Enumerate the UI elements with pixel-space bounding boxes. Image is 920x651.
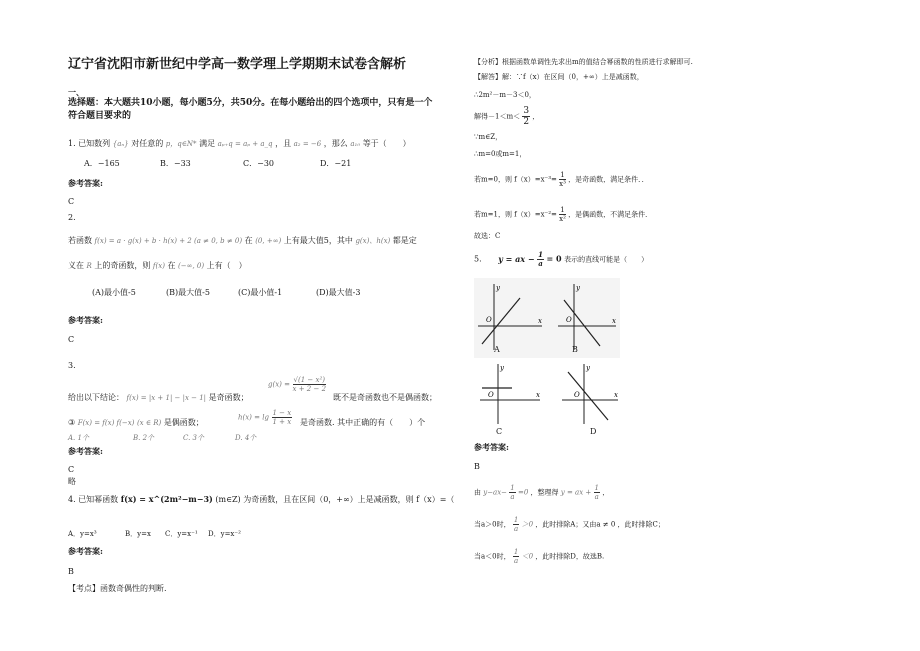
q3-option-b: B. 2个 <box>133 434 155 442</box>
q1-number: 1. <box>68 139 76 148</box>
q2-line1-c: 上有最大值5，其中 <box>283 236 353 245</box>
q1-text-a: 已知数列 <box>78 139 111 148</box>
graph-c <box>480 364 540 424</box>
l6-b: ，是偶函数，不满足条件． <box>568 210 653 219</box>
q4-answer-label: 参考答案: <box>68 546 103 556</box>
graph-a-x-label: x <box>538 317 542 325</box>
l6-num: 1 <box>560 206 565 214</box>
s3-c: ，此时排除D，故选B. <box>535 552 605 561</box>
solution-line2-fraction <box>522 106 530 127</box>
l5-den: x³ <box>559 180 566 188</box>
q4-fx: f(x) = x^(2m²−m−3) <box>120 494 213 504</box>
section-number: 一、 <box>68 87 84 97</box>
q5-solution-line3 <box>474 548 604 565</box>
q3-c2-den: x + 2 − 2 <box>292 385 327 393</box>
q2-line1-a: 若函数 <box>68 236 92 245</box>
q2-line1 <box>68 236 417 246</box>
q2-answer-label: 参考答案: <box>68 315 103 325</box>
q1-text-c: 满足 <box>199 139 216 148</box>
q2-line1-d: 都是定 <box>392 236 417 245</box>
q3-option-a: A. 1个 <box>68 434 89 442</box>
q5-answer-label: 参考答案: <box>474 442 509 452</box>
graph-a-y-label: y <box>496 284 500 292</box>
graph-c-origin: O <box>488 391 494 399</box>
q1-pq: p，q∈N* <box>165 140 197 148</box>
s1-eq-b: =0 <box>517 488 529 497</box>
s3-num: 1 <box>513 548 519 556</box>
s3-b: ＜0 <box>521 552 534 561</box>
l2-num: 3 <box>523 106 530 116</box>
q3-c3-text: 是偶函数； <box>163 418 204 427</box>
q2-R: R <box>86 262 92 270</box>
solution-line3: ∵m∈Z， <box>474 133 503 141</box>
q4-option-b: B．y=x <box>125 530 151 538</box>
q5-line <box>474 251 648 268</box>
graph-b-origin: O <box>566 316 572 324</box>
s1-eq2-den: a <box>594 493 599 501</box>
q5-number: 5. <box>474 254 482 264</box>
graph-c-y-label: y <box>500 364 504 372</box>
q1-seq: {aₙ} <box>112 140 129 148</box>
s1-eq2-fraction <box>594 484 600 501</box>
q3-c4-lhs: h(x) = lg <box>238 413 269 422</box>
q5-solution-line2 <box>474 516 665 533</box>
q5-answer: B <box>474 462 480 471</box>
q3-option-c: C. 3个 <box>183 434 205 442</box>
q2-number: 2. <box>68 213 76 222</box>
section-heading-line2: 符合题目要求的 <box>68 111 132 121</box>
s2-b: ＞0 <box>521 520 534 529</box>
graph-b-caption: B <box>572 345 578 354</box>
solution-line2 <box>474 106 539 127</box>
q2-line2 <box>68 261 247 271</box>
q1-option-a: A．−165 <box>84 159 120 168</box>
q1-a10: a₁₀ <box>350 140 361 148</box>
q3-number: 3. <box>68 361 76 370</box>
q2-line2-b: 上的奇函数，则 <box>94 261 151 270</box>
s3-a: 当a＜0时， <box>474 552 511 561</box>
graph-d-y-label: y <box>586 364 590 372</box>
q2-gh: g(x)、h(x) <box>355 237 391 245</box>
s2-num: 1 <box>513 516 519 524</box>
section-heading-line1: 选择题：本大题共10小题，每小题5分，共50分。在每小题给出的四个选项中，只有是一个 <box>68 98 433 108</box>
l6-den: x² <box>559 215 566 223</box>
q3-c2-formula <box>268 376 326 393</box>
graph-b-x-label: x <box>612 317 616 325</box>
q4-cond: (m∈Z) <box>215 495 241 504</box>
q3-c2-lhs: g(x) = <box>268 380 290 389</box>
graph-d-caption: D <box>590 427 597 436</box>
analysis-text: 【分析】根据函数单调性先求出m的值结合幂函数的性质进行求解即可. <box>474 58 693 66</box>
q3-c2-text: 既不是奇函数也不是偶函数； <box>333 393 437 402</box>
s2-den: a <box>514 525 519 533</box>
q3-c1-expr: f(x) = |x + 1| − |x − 1| <box>126 394 207 402</box>
graph-a-origin: O <box>486 316 492 324</box>
q5-eq-den: a <box>538 259 543 268</box>
q3-lead: 给出以下结论： <box>68 393 124 402</box>
solution-line4: ∴m=0或m=1， <box>474 150 527 158</box>
q3-c4-num: 1 − x <box>272 409 292 417</box>
q3-answer-label: 参考答案: <box>68 446 103 456</box>
l5-num: 1 <box>560 171 565 179</box>
l6-fraction <box>559 206 566 223</box>
q1-option-d: D．−21 <box>320 159 352 168</box>
graph-d <box>562 364 618 424</box>
s1-eq2-num: 1 <box>594 484 599 492</box>
q3-c4-fraction <box>272 409 293 426</box>
q2-line1-b: 在 <box>244 236 253 245</box>
q2-interval: (0, +∞) <box>255 237 282 245</box>
q1-option-b: B．−33 <box>160 159 191 168</box>
q1-text-f: 等于（ ） <box>362 139 411 148</box>
q4-option-a: A．y=x³ <box>68 530 97 538</box>
s1-c: ， <box>602 488 610 497</box>
graph-b-y-label: y <box>576 284 580 292</box>
q3-c2-fraction <box>293 376 327 393</box>
q1-relation: aₚ₊q = aₚ + a_q <box>217 140 273 148</box>
l6-a: 若m=1，则 f（x）=x⁻²= <box>474 210 557 219</box>
q5-text: 表示的直线可能是（ ） <box>564 255 649 264</box>
q4-option-c: C．y=x⁻¹ <box>165 530 198 538</box>
q3-c3-domain: (x ∈ R) <box>136 419 162 427</box>
solution-line5 <box>474 171 649 188</box>
l5-fraction <box>559 171 566 188</box>
q2-interval2: (−∞, 0) <box>178 262 205 270</box>
q1-text-e: ，那么 <box>323 139 348 148</box>
q5-eq-fraction <box>537 251 544 268</box>
q4-text-a: 已知幂函数 <box>78 495 119 504</box>
l5-b: ，是奇函数，满足条件．． <box>568 175 649 184</box>
s2-a: 当a＞0时， <box>474 520 511 529</box>
q3-line1 <box>68 393 249 403</box>
s1-b: ，整理得 <box>530 488 559 497</box>
s1-eq: y−ax− <box>483 488 508 497</box>
solution-start: 【解答】解：∵f（x）在区间（0，+∞）上是减函数， <box>474 73 644 81</box>
s2-c: ，此时排除A；又由a ≠ 0 <box>535 520 616 529</box>
question-1 <box>68 139 411 149</box>
s1-eq-fraction <box>509 484 515 501</box>
q2-option-d: (D)最大值-3 <box>316 288 361 297</box>
q2-line2-c: 在 <box>167 261 176 270</box>
s3-fraction <box>513 548 519 565</box>
s1-eq2: y = ax + <box>560 488 592 497</box>
q5-graphs-bottom <box>474 360 620 426</box>
q3-c4-text: 是奇函数. 其中正确的有（ ）个 <box>300 418 426 427</box>
q4-kaodian: 【考点】函数奇偶性的判断. <box>68 584 167 593</box>
q4-answer: B <box>68 567 74 576</box>
q3-c3-expr: F(x) = f(x) f(−x) <box>77 419 135 427</box>
q3-line3 <box>68 418 204 428</box>
s1-eq-den: a <box>510 493 515 501</box>
q3-option-d: D. 4个 <box>235 434 257 442</box>
q2-answer: C <box>68 335 75 344</box>
q3-answer: C <box>68 465 75 474</box>
solution-line7: 故选：C <box>474 232 501 240</box>
q1-text-b: 对任意的 <box>131 139 164 148</box>
s2-d: ，此时排除C； <box>617 520 665 529</box>
q2-fx2: f(x) <box>152 262 165 270</box>
q3-c3-mark: ③ <box>68 418 76 427</box>
q1-answer-label: 参考答案: <box>68 178 103 188</box>
q2-fx: f(x) = a · g(x) + b · h(x) + 2 (a ≠ 0, b ≠ 0) <box>94 237 243 245</box>
q1-option-c: C．−30 <box>243 159 275 168</box>
graph-c-caption: C <box>496 427 503 436</box>
q4-option-d: D．y=x⁻² <box>208 530 241 538</box>
q2-line2-d: 上有（ ） <box>206 261 247 270</box>
s1-a: 由 <box>474 488 481 497</box>
s1-eq-num: 1 <box>510 484 515 492</box>
l5-a: 若m=0，则 f（x）=x⁻³= <box>474 175 557 184</box>
graph-a-caption: A <box>494 345 500 354</box>
q5-eq-b: = 0 <box>546 253 562 264</box>
q2-option-b: (B)最大值-5 <box>166 288 210 297</box>
graph-c-x-label: x <box>536 391 540 399</box>
s2-fraction <box>513 516 519 533</box>
l2-den: 2 <box>523 117 530 127</box>
q4-line <box>68 494 454 505</box>
q4-text-b: 为奇函数，且在区间（0，+∞）上是减函数，则 f（x）=（ <box>243 495 455 504</box>
solution-line1: ∴2m²－m－3＜0， <box>474 91 536 99</box>
q1-text-d: ，且 <box>275 139 292 148</box>
q5-solution-line1 <box>474 484 609 501</box>
q3-c4-den: 1 + x <box>272 418 292 426</box>
graph-d-origin: O <box>574 391 580 399</box>
solution-line2-a: 解得－1＜m＜ <box>474 112 521 121</box>
q2-line2-a: 义在 <box>68 261 84 270</box>
q1-a2: a₂ = −6 <box>293 140 322 148</box>
solution-line2-b: ， <box>532 112 540 121</box>
q3-c2-num: √(1 − x²) <box>293 376 325 384</box>
graph-d-x-label: x <box>614 391 618 399</box>
q5-eq-a: y = ax − <box>498 253 535 264</box>
q3-c4-formula <box>238 409 292 426</box>
q4-number: 4. <box>68 495 76 504</box>
q2-option-a: (A)最小值-5 <box>92 288 136 297</box>
s3-den: a <box>514 557 519 565</box>
q5-eq-num: 1 <box>538 250 543 259</box>
solution-line6 <box>474 206 652 223</box>
page-title: 辽宁省沈阳市新世纪中学高一数学理上学期期末试卷含解析 <box>68 57 407 72</box>
q1-answer: C <box>68 197 75 206</box>
q3-c1-text: 是奇函数； <box>208 393 249 402</box>
q2-option-c: (C)最小值-1 <box>238 288 283 297</box>
q3-note: 略 <box>68 477 76 486</box>
